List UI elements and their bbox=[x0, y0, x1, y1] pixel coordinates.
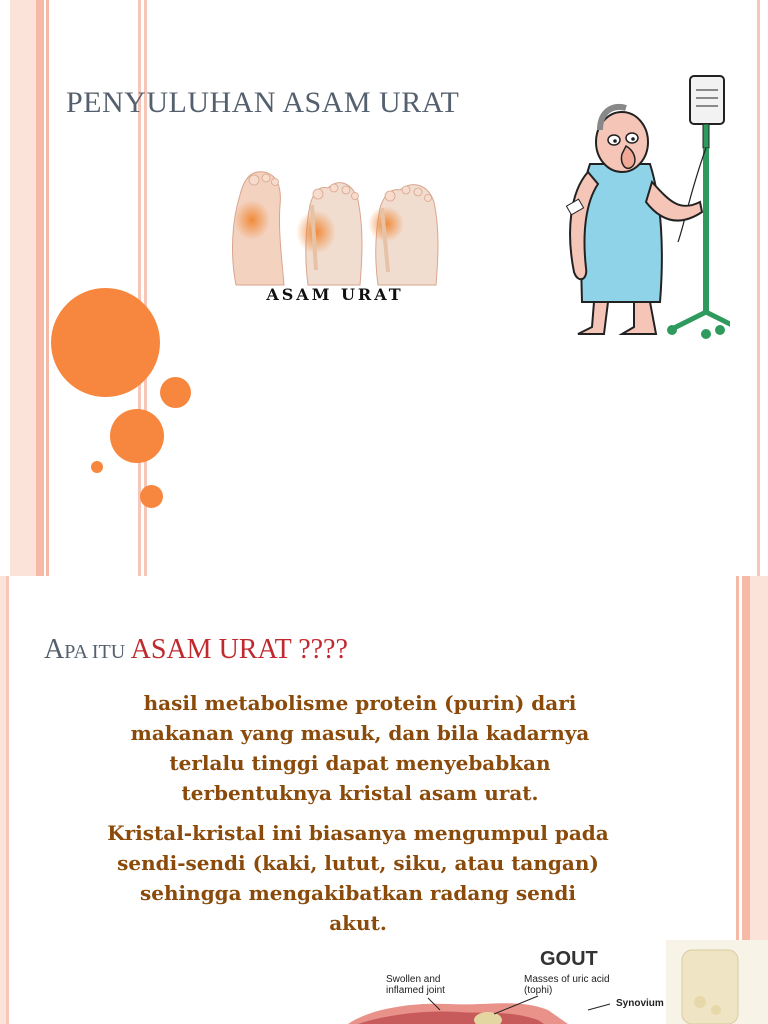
decor-circle bbox=[91, 461, 103, 473]
decor-circle bbox=[160, 377, 191, 408]
feet-caption: ASAM URAT bbox=[266, 285, 404, 304]
label-swollen: Swollen and inflamed joint bbox=[386, 974, 445, 996]
text-line: hasil metabolisme protein (purin) dari bbox=[143, 691, 577, 715]
paragraph-1 bbox=[60, 688, 660, 808]
title-prefix-cap: A bbox=[44, 634, 65, 665]
decor-stripe bbox=[757, 0, 760, 576]
slide-title bbox=[44, 634, 348, 666]
slide-title: PENYULUHAN ASAM URAT bbox=[66, 86, 460, 119]
text-line: makanan yang masuk, dan bila kadarnya bbox=[130, 721, 590, 745]
decor-stripe bbox=[6, 576, 9, 1024]
joint-diagram-icon bbox=[348, 940, 768, 1024]
text-line: terlalu tinggi dapat menyebabkan bbox=[169, 751, 551, 775]
decor-circle bbox=[140, 485, 163, 508]
gout-heading: GOUT bbox=[540, 948, 598, 970]
decor-stripe bbox=[46, 0, 49, 576]
paragraph-2 bbox=[46, 818, 670, 938]
slide-2 bbox=[0, 576, 768, 1024]
decor-circle bbox=[110, 409, 164, 463]
label-synovium: Synovium bbox=[616, 998, 664, 1009]
text-line: sehingga mengakibatkan radang sendi bbox=[140, 881, 576, 905]
text-line: sendi-sendi (kaki, lutut, siku, atau tangan) bbox=[117, 851, 599, 875]
gout-feet-icon bbox=[222, 160, 448, 310]
label-masses: Masses of uric acid (tophi) bbox=[524, 974, 610, 996]
text-line: Kristal-kristal ini biasanya mengumpul pada bbox=[107, 821, 609, 845]
decor-circle bbox=[51, 288, 160, 397]
title-prefix-rest: PA ITU bbox=[64, 641, 126, 663]
gout-diagram bbox=[348, 940, 768, 1024]
title-suffix: ???? bbox=[298, 634, 348, 665]
decor-stripe bbox=[36, 0, 44, 576]
text-line: terbentuknya kristal asam urat. bbox=[181, 781, 539, 805]
title-highlight: ASAM URAT bbox=[130, 634, 292, 665]
patient-iv-icon bbox=[560, 72, 730, 347]
text-line: akut. bbox=[329, 911, 387, 935]
decor-stripe bbox=[10, 0, 36, 576]
